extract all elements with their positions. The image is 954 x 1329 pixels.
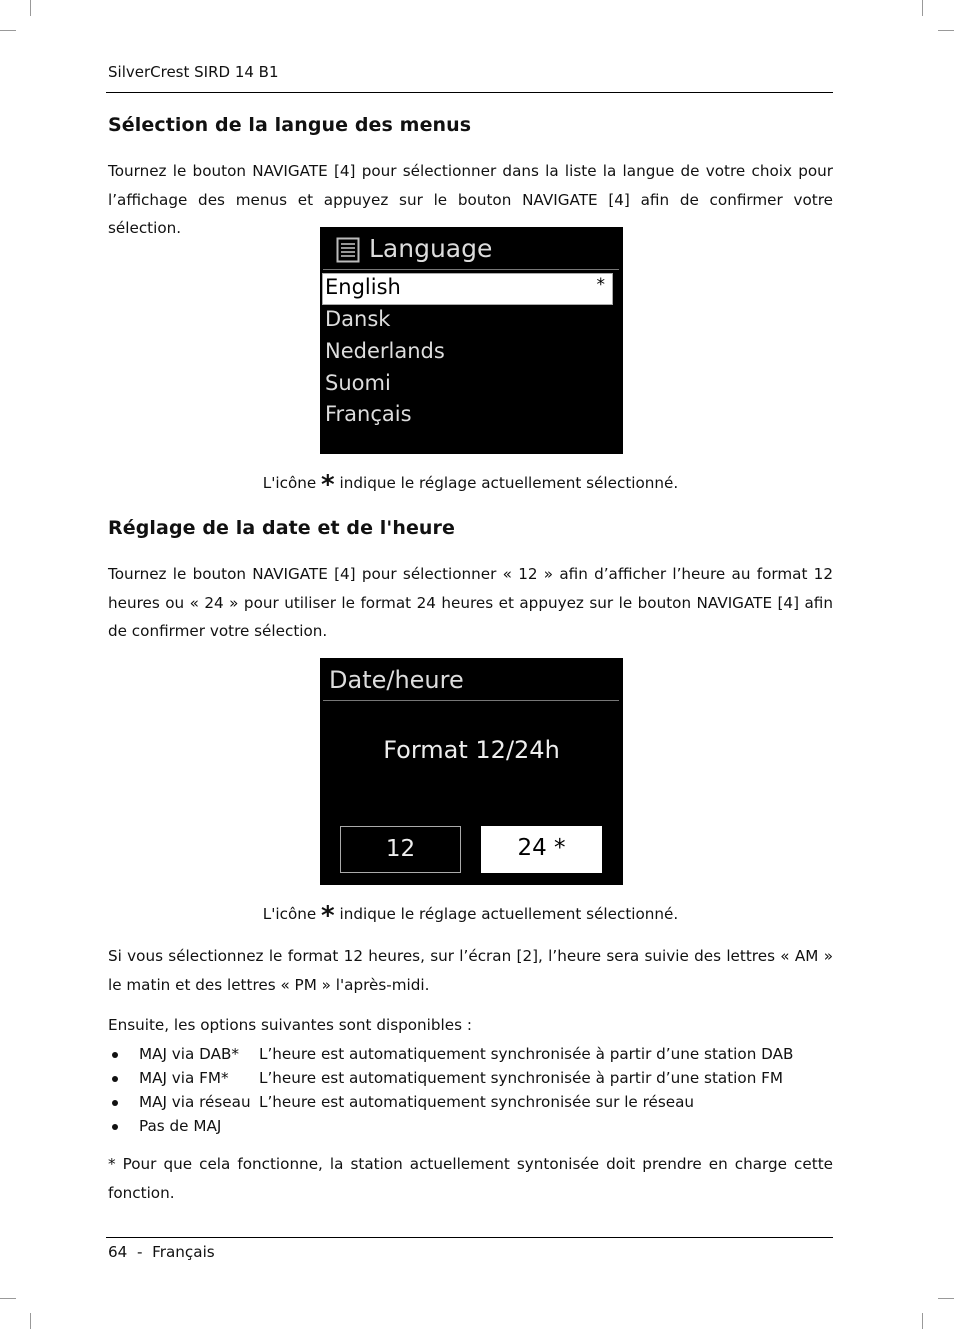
option-description: L’heure est automatiquement synchronisée à partir d’une station FM [259,1069,783,1087]
asterisk-icon: * [321,901,335,931]
crop-mark [938,30,954,31]
caption-selected-icon [108,901,833,931]
caption-selected-icon [108,470,833,500]
crop-mark [30,0,31,16]
crop-mark [30,1313,31,1329]
section-heading-language: Sélection de la langue des menus [108,114,472,136]
date-screen-divider [323,700,619,701]
option-description: L’heure est automatiquement synchronisée sur le réseau [259,1093,695,1111]
date-time-screen [320,658,623,885]
crop-mark [938,1298,954,1299]
bullet-icon [112,1076,118,1082]
caption-after: indique le réglage actuellement sélectionné. [339,905,679,923]
crop-mark [922,0,923,16]
format-12-button[interactable] [340,826,461,873]
footer-rule [106,1237,833,1238]
language-item[interactable]: Suomi [325,371,391,395]
crop-mark [0,1298,16,1299]
language-item[interactable]: Nederlands [325,339,445,363]
language-screen-divider [323,269,619,270]
format-24-label: 24 * [517,835,566,861]
footnote: * Pour que cela fonctionne, la station actuellement syntonisée doit prendre en charge cette fonction. [108,1155,833,1202]
list-item [108,1114,833,1138]
option-name: MAJ via FM* [139,1069,229,1087]
caption-before: L'icône [262,474,317,492]
paragraph-am-pm: Si vous sélectionnez le format 12 heures, sur l’écran [2], l’heure sera suivie des lettres « AM » le matin et des lettres « PM » l'après-midi. [108,947,833,994]
menu-list-icon [336,237,360,263]
list-item [108,1066,833,1090]
section-heading-datetime: Réglage de la date et de l'heure [108,517,456,539]
language-item[interactable]: Français [325,402,412,426]
option-name: Pas de MAJ [139,1117,222,1135]
language-screen-title: Language [369,234,493,263]
language-screen [320,227,623,454]
options-intro: Ensuite, les options suivantes sont disponibles : [108,1016,472,1034]
options-list [108,1042,833,1138]
option-description: L’heure est automatiquement synchronisée à partir d’une station DAB [259,1045,794,1063]
crop-mark [922,1313,923,1329]
option-name: MAJ via réseau [139,1093,251,1111]
format-24-button[interactable] [481,826,602,873]
asterisk-icon: * [321,470,335,500]
bullet-icon [112,1100,118,1106]
date-screen-subtitle: Format 12/24h [383,736,560,764]
language-item[interactable]: Dansk [325,307,391,331]
date-screen-title: Date/heure [329,666,464,694]
page-footer: 64 - Français [108,1243,215,1261]
list-item [108,1090,833,1114]
section-paragraph-language: Tournez le bouton NAVIGATE [4] pour sélectionner dans la liste la langue de votre choix pour l’affichage des menus et appuyez sur le bouton NAVIGATE [4] afin de confirmer votre sélection. [108,162,833,237]
bullet-icon [112,1124,118,1130]
language-item-selected[interactable] [322,273,613,305]
caption-before: L'icône [262,905,317,923]
header-rule [106,92,833,93]
list-item [108,1042,833,1066]
format-12-label: 12 [385,836,416,862]
header-title: SilverCrest SIRD 14 B1 [108,63,279,81]
caption-after: indique le réglage actuellement sélectionné. [339,474,679,492]
selected-star-icon: * [596,275,605,295]
bullet-icon [112,1052,118,1058]
crop-mark [0,30,16,31]
option-name: MAJ via DAB* [139,1045,239,1063]
language-item-label: English [325,275,401,299]
section-paragraph-datetime: Tournez le bouton NAVIGATE [4] pour sélectionner « 12 » afin d’afficher l’heure au format 12 heures ou « 24 » pour utiliser le format 24 heures et appuyez sur le bouton NAVIGATE [4] afin de confirmer votre sélection. [108,565,833,640]
